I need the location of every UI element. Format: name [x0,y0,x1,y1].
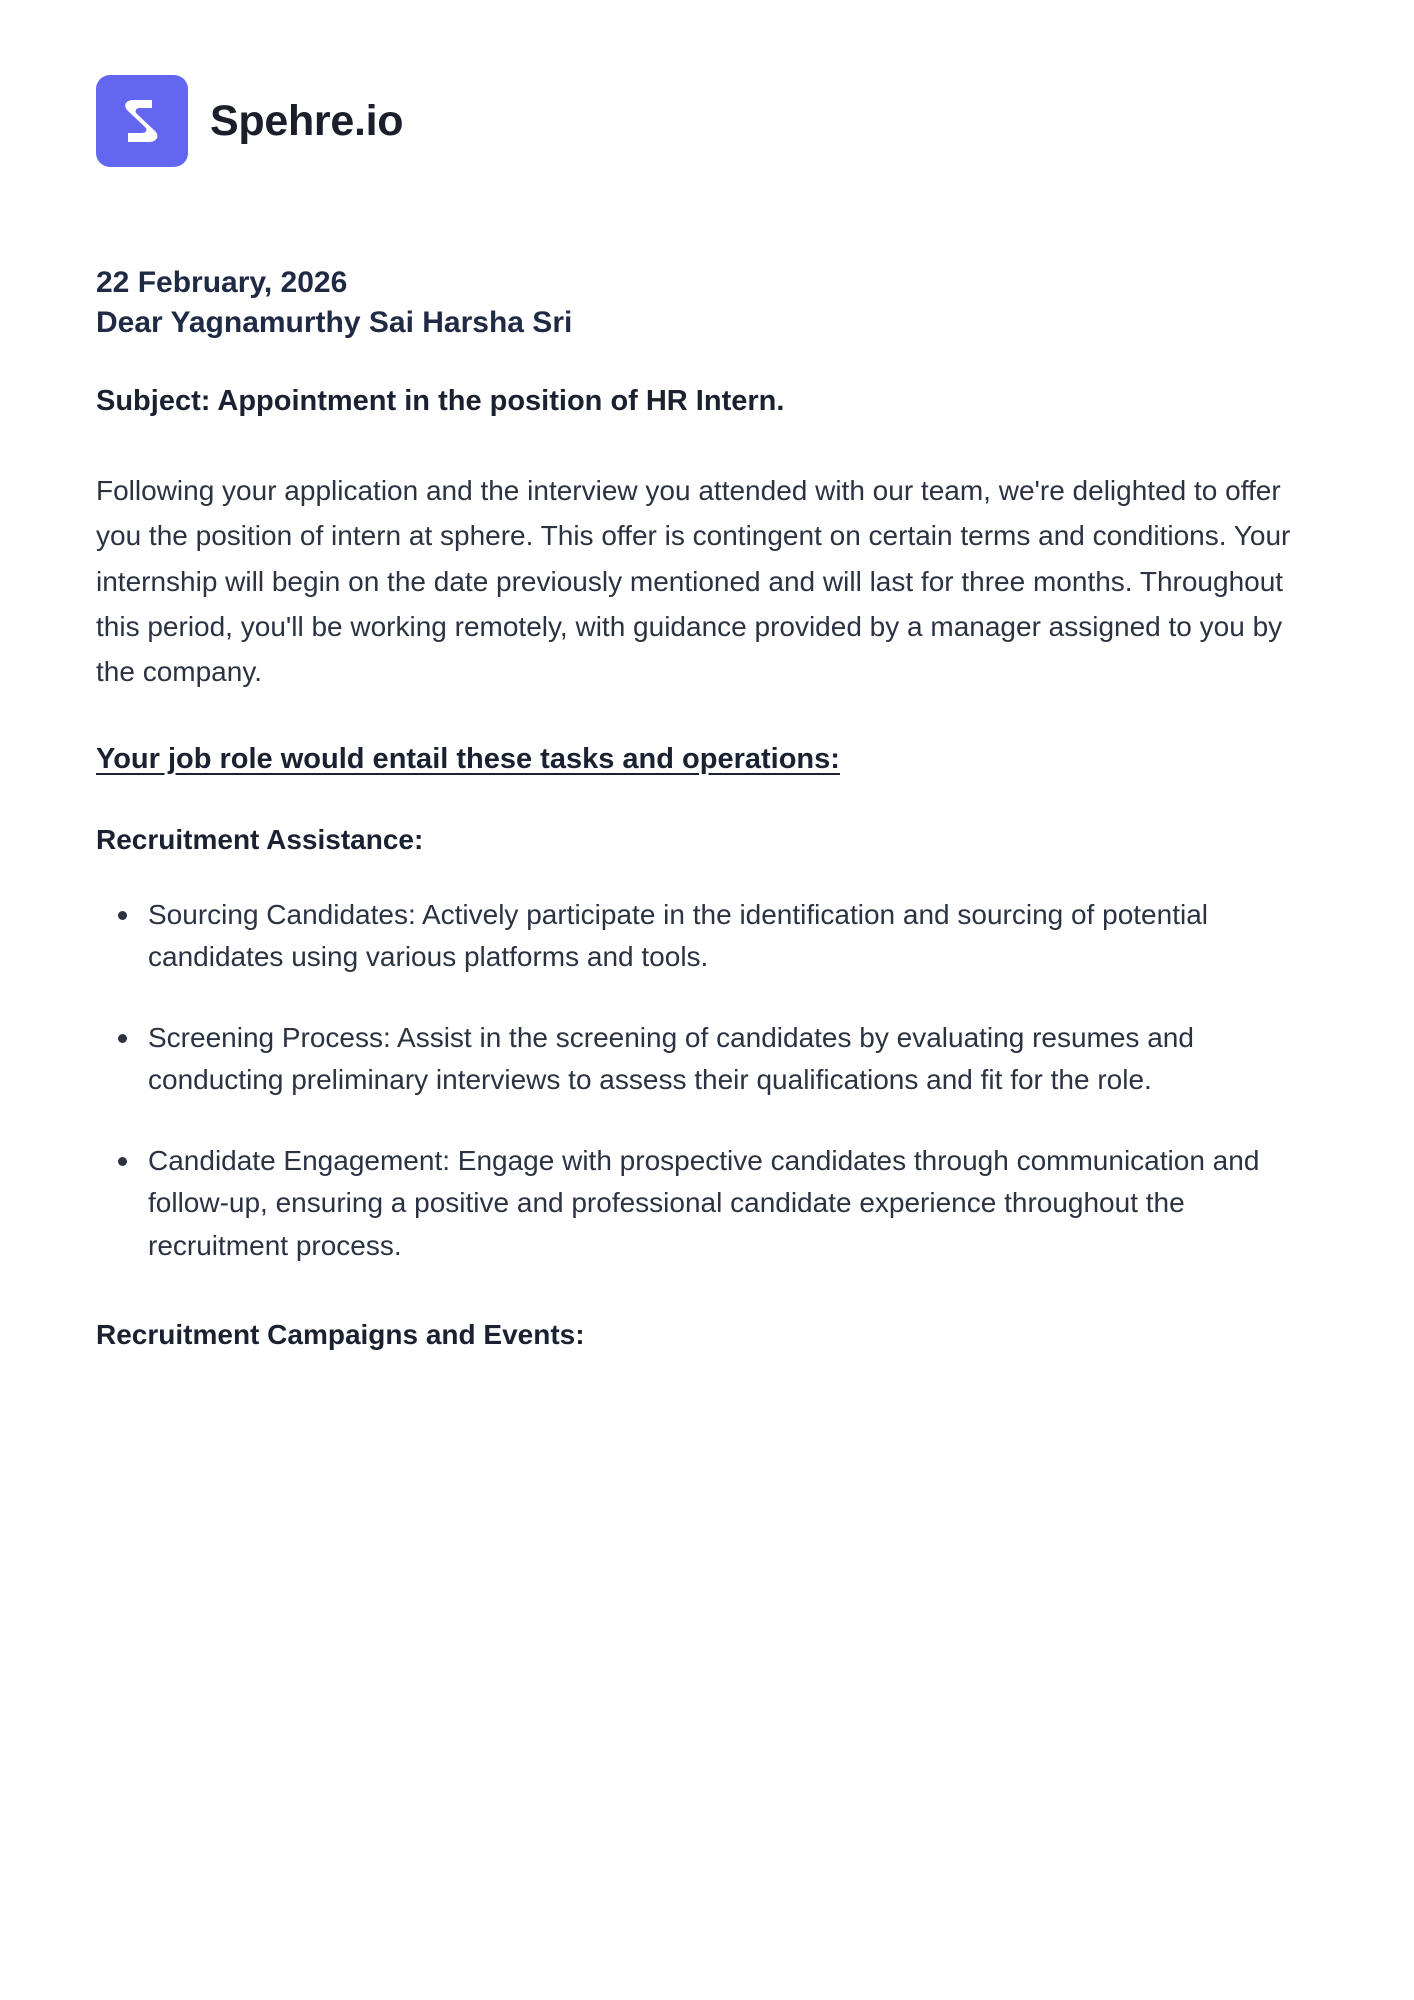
letter-date: 22 February, 2026 [96,266,348,299]
section-title-recruitment-campaigns: Recruitment Campaigns and Events: [96,1319,585,1351]
role-heading: Your job role would entail these tasks and operations: [96,742,840,775]
s-monogram-icon [96,75,188,167]
brand-name: Spehre.io [210,96,404,145]
letter-heading [96,263,1318,343]
section-title-recruitment-assistance: Recruitment Assistance: [96,823,424,855]
letter-body [96,263,1318,1351]
list-item: Candidate Engagement: Engage with prospective candidates through communication and follow-up, ensuring a positive and professional candidate experience throughout the recruitment process. [96,1140,1318,1268]
letter-intro-paragraph: Following your application and the interview you attended with our team, we're delighted to offer you the position of intern at sphere. This offer is contingent on certain terms and conditions. Your internship will begin on the date previously mentioned and will last for three months. Throughout this period, you'll be working remotely, with guidance provided by a manager assigned to you by the company. [96,474,1291,688]
brand-header [96,75,1318,167]
letter-subject: Subject: Appointment in the position of HR Intern. [96,384,785,417]
list-item: Screening Process: Assist in the screening of candidates by evaluating resumes and conducting preliminary interviews to assess their qualifications and fit for the role. [96,1017,1318,1102]
recruitment-assistance-list [96,894,1318,1268]
list-item: Sourcing Candidates: Actively participate in the identification and sourcing of potential candidates using various platforms and tools. [96,894,1318,979]
letter-salutation: Dear Yagnamurthy Sai Harsha Sri [96,305,573,339]
